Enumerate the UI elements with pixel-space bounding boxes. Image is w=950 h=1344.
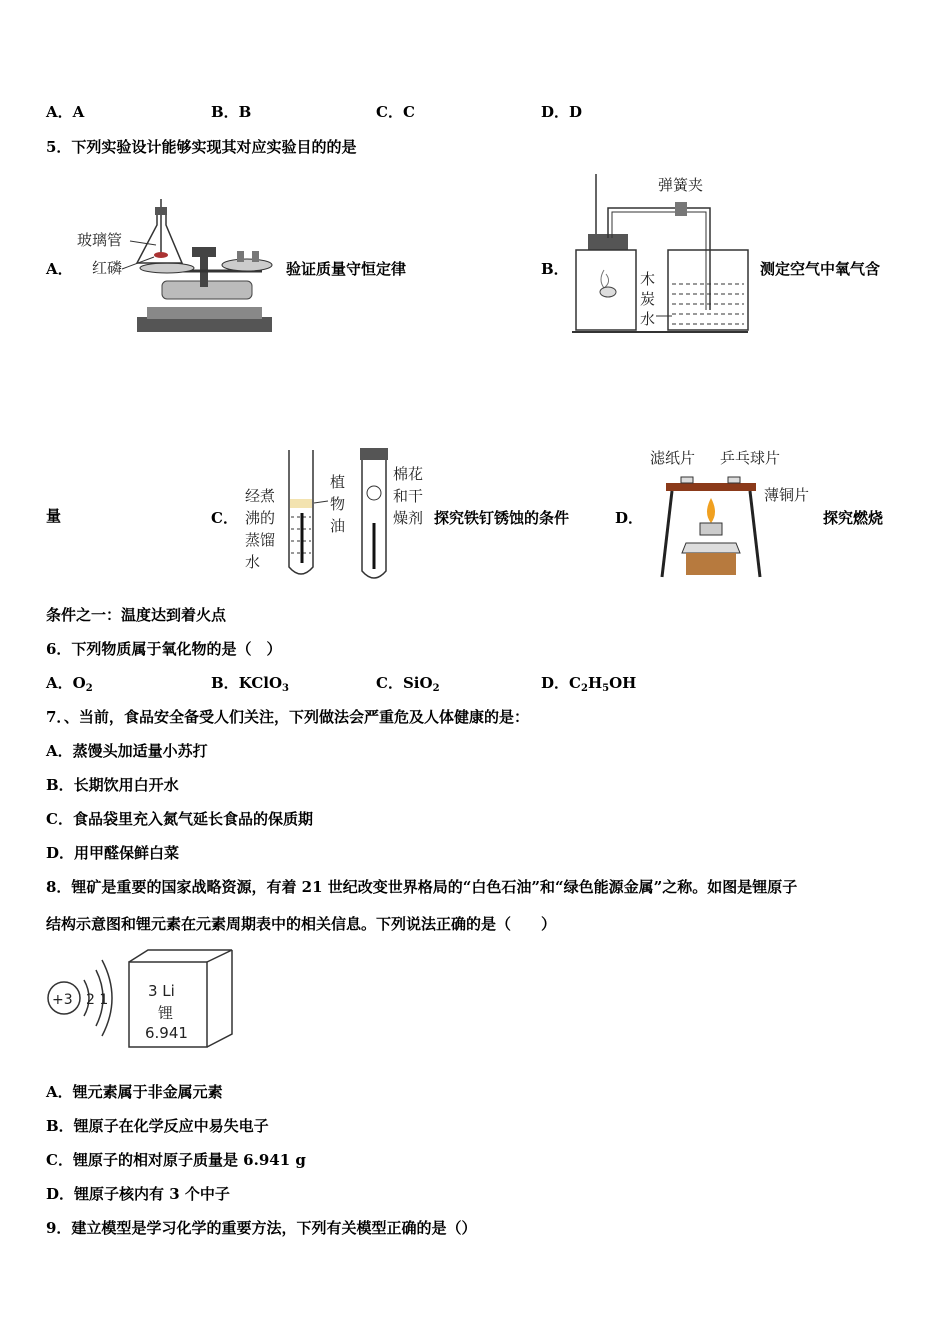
q6-option-c: C．SiO$_2$ [376,674,440,694]
q5-d-letter: D． [615,509,644,527]
combustion-figure [648,443,820,581]
q5-c-purpose: 探究铁钉锈蚀的条件 [434,509,570,527]
q4-option-d: D．D [541,103,583,121]
q7-option-b: B．长期饮用白开水 [46,776,179,794]
cotton-label-2: 和干 [393,487,424,505]
q9-stem: 9．建立模型是学习化学的重要方法，下列有关模型正确的是（） [46,1219,477,1237]
q7-option-c: C．食品袋里充入氮气延长食品的保质期 [46,810,313,828]
element-number-symbol: 3 Li [148,982,175,1000]
boiled-water-label-3: 蒸馏 [245,531,276,549]
q5-b-purpose: 测定空气中氧气含 [760,260,881,278]
boiled-water-label-2: 沸的 [245,509,276,527]
q6-option-d: D．$C_2H_5OH$ [541,674,637,694]
rust-experiment-figure [240,445,435,583]
element-cell-li [126,948,238,1052]
copper-sheet-label: 薄铜片 [764,486,810,504]
q7-option-d: D．用甲醛保鲜白菜 [46,844,180,862]
q4-option-a: A．A [46,103,85,121]
q8-stem-line2: 结构示意图和锂元素在元素周期表中的相关信息。下列说法正确的是（ ） [46,915,557,933]
q8-option-b: B．锂原子在化学反应中易失电子 [46,1117,269,1135]
q6-stem: 6．下列物质属于氧化物的是（ ） [46,640,282,658]
q5-a-letter: A． [46,260,73,278]
q6-option-b: B．KClO$_3$ [211,674,289,694]
oxygen-apparatus-figure [568,170,753,338]
element-name: 锂 [158,1004,174,1022]
q5-c-letter: C． [211,509,238,527]
oil-label-3: 油 [330,517,346,535]
oil-label-2: 物 [330,495,346,513]
element-mass: 6.941 [145,1024,188,1042]
q6-option-a: A．$O_2$ [46,674,93,694]
pingpong-label: 乒乓球片 [720,449,781,467]
electron-shells: 2 1 [86,992,109,1008]
water-label: 水 [640,310,656,328]
filter-paper-label: 滤纸片 [650,449,696,467]
q5-d-purpose: 探究燃烧 [823,509,884,527]
charcoal-label-1: 木 [640,270,656,288]
q5-stem: 5．下列实验设计能够实现其对应实验目的的是 [46,138,357,156]
balance-figure [72,195,277,337]
q5-b-purpose-cont: 量 [46,507,62,525]
boiled-water-label-1: 经煮 [245,487,276,505]
q8-option-d: D．锂原子核内有 3 个中子 [46,1185,230,1203]
q8-stem-line1: 8．锂矿是重要的国家战略资源，有着 21 世纪改变世界格局的“白色石油”和“绿色能源金属”之称。如图是锂原子 [46,878,798,896]
q8-option-a: A．锂元素属于非金属元素 [46,1083,223,1101]
cotton-label-3: 燥剂 [393,509,424,527]
lithium-atom-diagram [44,952,124,1038]
cotton-label-1: 棉花 [393,465,424,483]
q4-option-c: C．C [376,103,415,121]
q5-d-purpose-cont: 条件之一：温度达到着火点 [46,606,227,624]
q7-stem: 7．、当前，食品安全备受人们关注，下列做法会严重危及人体健康的是： [46,708,529,726]
boiled-water-label-4: 水 [245,553,261,571]
glass-tube-label: 玻璃管 [77,231,123,249]
q4-option-b: B．B [211,103,252,121]
q5-b-letter: B． [541,260,569,278]
nucleus-charge: +3 [52,992,73,1008]
q5-a-purpose: 验证质量守恒定律 [286,260,407,278]
spring-clip-label: 弹簧夹 [658,176,704,194]
charcoal-label-2: 炭 [640,290,656,308]
q7-option-a: A．蒸馒头加适量小苏打 [46,742,208,760]
oil-label-1: 植 [330,473,346,491]
q8-option-c: C．锂原子的相对原子质量是 6.941 g [46,1151,306,1169]
red-phosphorus-label: 红磷 [92,259,123,277]
